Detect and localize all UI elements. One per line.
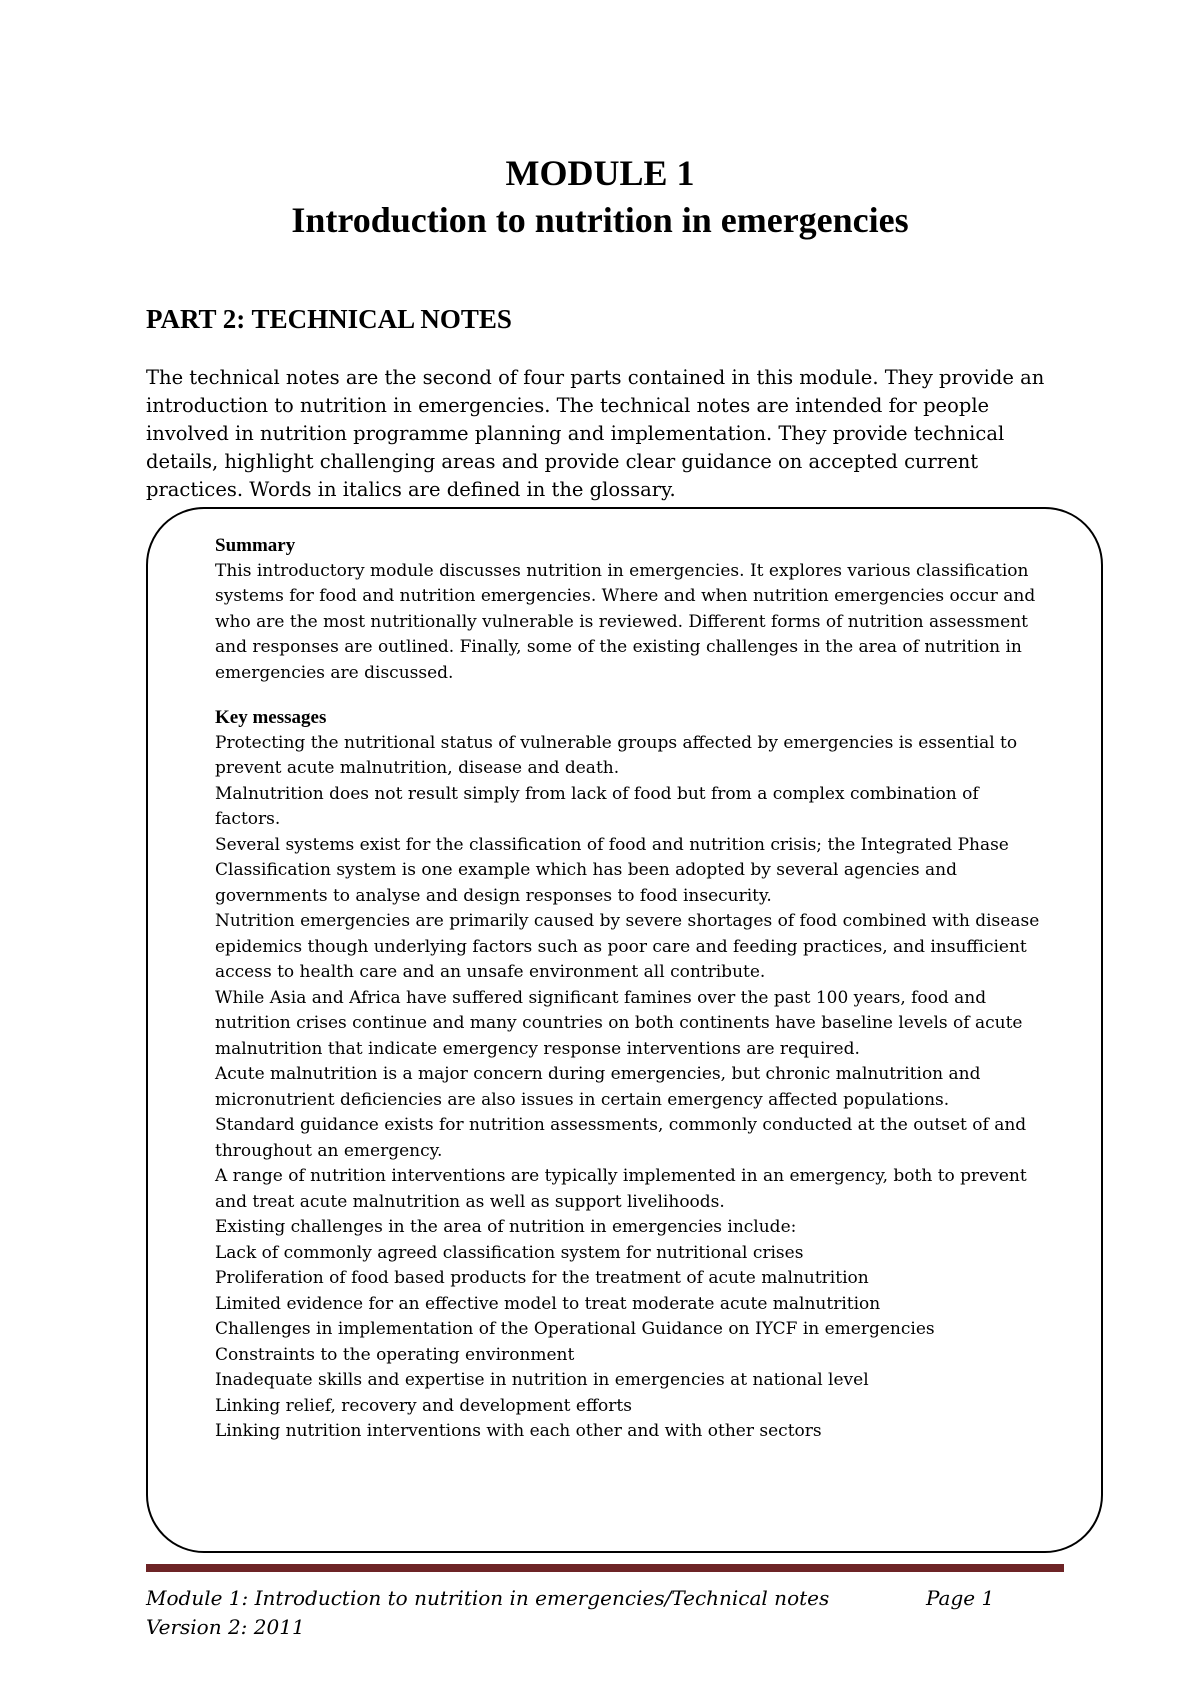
summary-box-content (215, 533, 1075, 1445)
key-message-line: Classification system is one example which has been adopted by several agencies and (215, 860, 957, 880)
key-message-line: Nutrition emergencies are primarily caused by severe shortages of food combined with disease (215, 911, 1040, 931)
key-message-line: prevent acute malnutrition, disease and death. (215, 758, 620, 778)
key-message-line: A range of nutrition interventions are typically implemented in an emergency, both to prevent (215, 1166, 1027, 1186)
key-message-line: nutrition crises continue and many countries on both continents have baseline levels of acute (215, 1013, 1023, 1033)
summary-line: who are the most nutritionally vulnerable is reviewed. Different forms of nutrition assessment (215, 611, 1028, 632)
key-message-line: Standard guidance exists for nutrition assessments, commonly conducted at the outset of and (215, 1115, 1027, 1135)
footer-version: Version 2: 2011 (146, 1615, 305, 1639)
key-message-line: Limited evidence for an effective model to treat moderate acute malnutrition (215, 1293, 881, 1314)
key-message-line: Protecting the nutritional status of vulnerable groups affected by emergencies is essential to (215, 732, 1018, 753)
summary-text (215, 559, 1075, 687)
key-message-line: While Asia and Africa have suffered significant famines over the past 100 years, food and (215, 987, 987, 1008)
key-message-line: Lack of commonly agreed classification system for nutritional crises (215, 1242, 804, 1263)
summary-line: systems for food and nutrition emergencies. Where and when nutrition emergencies occur and (215, 586, 1036, 606)
summary-line: and responses are outlined. Finally, some of the existing challenges in the area of nutrition in (215, 637, 1022, 657)
key-message-line: Several systems exist for the classification of food and nutrition crisis; the Integrated Phase (215, 834, 1009, 855)
key-message-line: and treat acute malnutrition as well as support livelihoods. (215, 1191, 725, 1212)
section-spacer (215, 686, 1075, 705)
key-message-line: Proliferation of food based products for the treatment of acute malnutrition (215, 1268, 869, 1288)
key-message-line: micronutrient deficiencies are also issues in certain emergency affected populations. (215, 1089, 950, 1110)
key-message-line: factors. (215, 809, 281, 829)
module-title: MODULE 1 (505, 153, 695, 193)
key-messages-heading: Key messages (215, 707, 327, 728)
key-message-line: Acute malnutrition is a major concern during emergencies, but chronic malnutrition and (215, 1064, 981, 1084)
key-message-line: Inadequate skills and expertise in nutrition in emergencies at national level (215, 1370, 869, 1390)
key-message-line: malnutrition that indicate emergency response interventions are required. (215, 1038, 860, 1059)
key-message-line: access to health care and an unsafe environment all contribute. (215, 962, 766, 982)
key-message-line: governments to analyse and design responses to food insecurity. (215, 885, 772, 906)
footer-page-number: Page 1 (926, 1586, 995, 1610)
key-message-line: Existing challenges in the area of nutrition in emergencies include: (215, 1217, 797, 1237)
footer-rule (146, 1564, 1064, 1572)
key-message-line: epidemics though underlying factors such as poor care and feeding practices, and insufficient (215, 936, 1027, 957)
part-heading: PART 2: TECHNICAL NOTES (146, 304, 512, 334)
key-message-line: Linking relief, recovery and development efforts (215, 1395, 632, 1416)
key-message-line: Linking nutrition interventions with each other and with other sectors (215, 1421, 822, 1441)
summary-line: This introductory module discusses nutrition in emergencies. It explores various classification (215, 560, 1029, 581)
key-message-line: Malnutrition does not result simply from lack of food but from a complex combination of (215, 783, 979, 804)
intro-paragraph: The technical notes are the second of four parts contained in this module. They provide an introduction to nutrition in emergencies. The technical notes are intended for people involved in nutrition programme planning and implementation. They provide technical details, highlight challenging areas and provide clear guidance on accepted current practices. Words in italics are defined in the glossary. (146, 366, 1045, 501)
key-message-line: throughout an emergency. (215, 1140, 443, 1161)
module-subtitle: Introduction to nutrition in emergencies (291, 200, 909, 240)
key-messages-list (215, 731, 1075, 1445)
summary-heading: Summary (215, 535, 296, 556)
key-message-line: Constraints to the operating environment (215, 1344, 575, 1365)
footer-title: Module 1: Introduction to nutrition in emergencies/Technical notes (146, 1586, 830, 1610)
summary-line: emergencies are discussed. (215, 662, 454, 683)
key-message-line: Challenges in implementation of the Operational Guidance on IYCF in emergencies (215, 1319, 935, 1339)
